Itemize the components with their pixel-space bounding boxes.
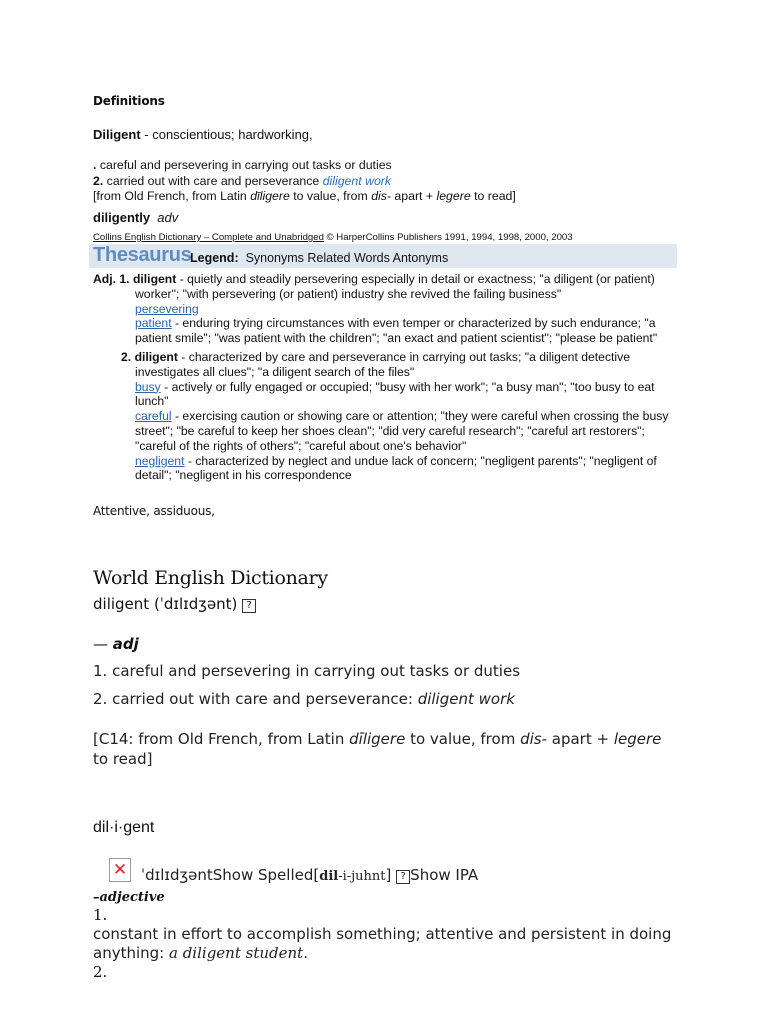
collins-copyright: © HarperCollins Publishers 1991, 1994, 1998, 2000, 2003 [323,232,573,243]
busy-def: - actively or fully engaged or occupied; "busy with her work"; "a busy man"; "too busy to eat lunch" [135,379,655,409]
ipa-text: ˈdɪlɪdʒənt [141,866,213,884]
etym-legere: legere [613,730,662,748]
sense-2-num: 2. [121,349,132,364]
etym-part: [from Old French, from Latin [93,189,251,203]
definition-1 [93,925,673,963]
etym-part: to value, from [405,730,521,748]
etymology [93,189,693,205]
def-number-1: 1. [93,906,108,924]
etym-dis: dis- [371,189,392,203]
thesaurus-body [93,272,683,483]
thesaurus-title: Thesaurus [93,244,192,266]
related-busy [93,380,683,410]
headword-line [93,127,313,142]
legend-label: Legend: [190,251,239,265]
definition-1-text: constant in effort to accomplish something; attentive and persistent in doing anything: [93,925,672,962]
busy-link[interactable]: busy [135,379,161,394]
wed-pos [93,635,139,653]
related-patient [93,316,683,346]
persevering-link[interactable]: persevering [135,301,199,316]
wed-etymology [93,729,668,769]
sense-0-text: careful and persevering in carrying out tasks or duties [96,158,392,172]
etym-latin: dīligere [349,730,406,748]
help-icon[interactable]: ? [242,599,256,613]
world-english-title: World English Dictionary [93,567,328,589]
definition-1-example: a diligent student [168,944,304,962]
adj-label: Adj. 1. [93,272,130,286]
pos-dash: — [93,635,113,653]
etym-latin: dīligere [250,189,290,203]
definition-1-end: . [303,944,308,962]
collins-senses [93,158,693,205]
sense-2-def: - characterized by care and perseverance in carrying out tasks; "a diligent detective investigates all clues"; "a diligent search of the files" [135,349,631,379]
pos-label: adj [112,635,139,653]
adverb-line [93,210,178,225]
antonym-negligent [93,454,683,484]
thesaurus-legend [190,251,448,265]
bracket: [ [313,866,320,884]
etym-dis: dis- [520,730,547,748]
legend-items: Synonyms Related Words Antonyms [245,251,449,265]
syllabified-headword: dil·i·gent [93,819,155,836]
thesaurus-sense-2 [93,350,683,380]
wed-headword: diligent [93,595,150,613]
sense-2-example: diligent work [322,173,392,188]
wed-sense-2-text: 2. carried out with care and perseverance: [93,690,418,708]
world-english-headword-line [93,595,256,613]
thesaurus-sense-1 [93,272,683,302]
sense-1-word: diligent [132,272,177,286]
wed-sense-2-example: diligent work [417,690,515,708]
show-spelled-link[interactable]: Show Spelled [212,866,314,884]
headword: Diligent [93,127,141,142]
sense-2-text: carried out with care and perseverance [103,173,323,188]
patient-link[interactable]: patient [135,316,172,331]
adverb: diligently [93,210,151,225]
broken-image-icon: ✕ [109,858,131,882]
pronunciation-line [141,866,478,884]
sense-0-marker: . [93,158,97,172]
headword-definition: - conscientious; hardworking, [140,127,313,142]
etym-legere: legere [436,189,471,203]
pos-adjective: –adjective [93,890,165,905]
etym-part: to read] [93,750,153,768]
collins-link[interactable]: Collins English Dictionary – Complete and Unabridged [93,232,324,243]
sense-0 [93,158,693,174]
adverb-pos: adv [157,210,179,225]
negligent-def: - characterized by neglect and undue lack of concern; "negligent parents"; "negligent of detail"; "negligent in his correspondence [135,453,657,483]
def-number-2: 2. [93,963,108,981]
sense-1-def: - quietly and steadily persevering especially in detail or exactness; "a diligent (or patient) worker"; "with persevering (or patient) industry she revived the failing business" [135,272,655,301]
collins-credit [93,232,573,243]
sense-2-number: 2. [93,173,104,188]
show-ipa-link[interactable]: Show IPA [410,866,479,884]
etym-part: apart + [391,189,437,203]
etym-part: to value, from [289,189,372,203]
wed-pronunciation: (ˈdɪlɪdʒənt) [149,595,243,613]
definitions-heading: Definitions [93,94,165,108]
careful-link[interactable]: careful [135,409,172,424]
patient-def: - enduring trying circumstances with even temper or characterized by such endurance; "a patient smile"; "was patient with the children"; "an exact and patient scientist"; "please be patient" [135,316,658,346]
sense-2-word: diligent [134,349,178,364]
negligent-link[interactable]: negligent [135,453,185,468]
etym-part: to read] [470,189,516,203]
careful-def: - exercising caution or showing care or attention; "they were careful when crossing the busy street"; "be careful to keep her shoes clean"; "did very careful research"; "careful art restorers"; "careful of the rights of others"; "careful about one's behavior" [135,409,669,453]
spelled-rest: -i-juhnt [338,869,386,884]
related-persevering [93,302,683,317]
sense-2 [93,174,693,190]
related-careful [93,409,683,453]
etym-part: [C14: from Old French, from Latin [93,730,350,748]
help-icon[interactable]: ? [396,870,410,884]
spelled-stressed: dil [319,869,339,884]
bracket: ] [385,866,392,884]
wed-sense-1: 1. careful and persevering in carrying out tasks or duties [93,662,521,680]
attentive-line: Attentive, assiduous, [93,504,215,518]
wed-sense-2 [93,690,515,708]
etym-part: apart + [547,730,614,748]
